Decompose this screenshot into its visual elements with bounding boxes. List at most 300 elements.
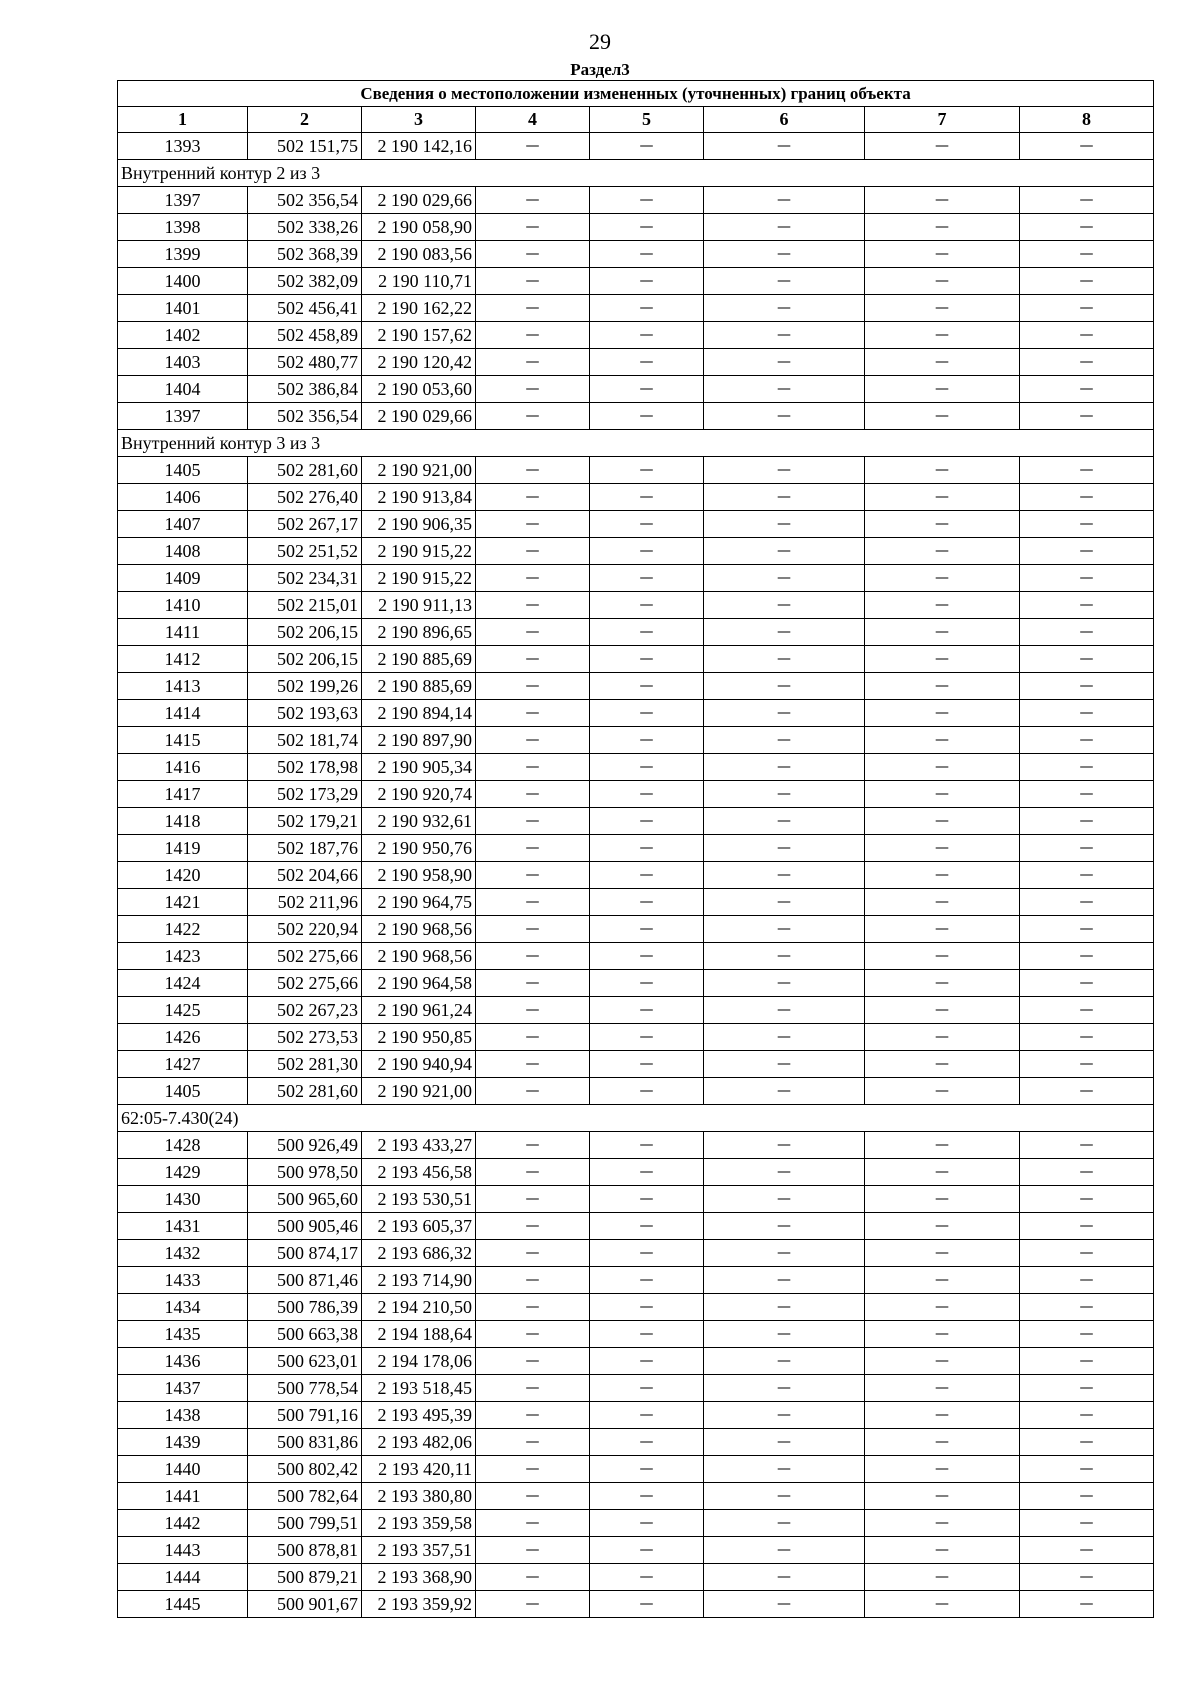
point-number-cell: 1401 bbox=[118, 295, 248, 322]
table-row bbox=[118, 1348, 1154, 1375]
coordinate-x-cell: 502 267,23 bbox=[248, 997, 362, 1024]
empty-value-dash: — bbox=[590, 1186, 704, 1213]
empty-value-dash: — bbox=[590, 997, 704, 1024]
coordinate-y-cell: 2 190 958,90 bbox=[362, 862, 476, 889]
coordinate-y-cell: 2 193 495,39 bbox=[362, 1402, 476, 1429]
empty-value-dash: — bbox=[1020, 862, 1154, 889]
empty-value-dash: — bbox=[1020, 187, 1154, 214]
coordinate-x-cell: 500 901,67 bbox=[248, 1591, 362, 1618]
empty-value-dash: — bbox=[1020, 1078, 1154, 1105]
column-number-2: 2 bbox=[248, 107, 362, 133]
empty-value-dash: — bbox=[1020, 781, 1154, 808]
empty-value-dash: — bbox=[865, 1564, 1020, 1591]
point-number-cell: 1428 bbox=[118, 1132, 248, 1159]
coordinate-y-cell: 2 194 210,50 bbox=[362, 1294, 476, 1321]
empty-value-dash: — bbox=[590, 457, 704, 484]
coordinate-x-cell: 502 267,17 bbox=[248, 511, 362, 538]
point-number-cell: 1442 bbox=[118, 1510, 248, 1537]
empty-value-dash: — bbox=[1020, 1591, 1154, 1618]
empty-value-dash: — bbox=[476, 187, 590, 214]
contour-header-row bbox=[118, 430, 1154, 457]
empty-value-dash: — bbox=[865, 1240, 1020, 1267]
point-number-cell: 1405 bbox=[118, 1078, 248, 1105]
point-number-cell: 1409 bbox=[118, 565, 248, 592]
coordinate-y-cell: 2 190 915,22 bbox=[362, 565, 476, 592]
coordinate-x-cell: 502 206,15 bbox=[248, 646, 362, 673]
empty-value-dash: — bbox=[1020, 457, 1154, 484]
empty-value-dash: — bbox=[476, 781, 590, 808]
empty-value-dash: — bbox=[590, 1591, 704, 1618]
empty-value-dash: — bbox=[476, 646, 590, 673]
empty-value-dash: — bbox=[1020, 241, 1154, 268]
empty-value-dash: — bbox=[704, 754, 865, 781]
empty-value-dash: — bbox=[865, 619, 1020, 646]
empty-value-dash: — bbox=[704, 808, 865, 835]
empty-value-dash: — bbox=[476, 673, 590, 700]
empty-value-dash: — bbox=[476, 808, 590, 835]
empty-value-dash: — bbox=[476, 1402, 590, 1429]
coordinate-y-cell: 2 193 518,45 bbox=[362, 1375, 476, 1402]
empty-value-dash: — bbox=[590, 781, 704, 808]
point-number-cell: 1435 bbox=[118, 1321, 248, 1348]
coordinates-table bbox=[117, 80, 1154, 1618]
table-row bbox=[118, 403, 1154, 430]
table-row bbox=[118, 1240, 1154, 1267]
coordinate-y-cell: 2 190 053,60 bbox=[362, 376, 476, 403]
empty-value-dash: — bbox=[590, 970, 704, 997]
empty-value-dash: — bbox=[476, 1051, 590, 1078]
coordinate-y-cell: 2 190 913,84 bbox=[362, 484, 476, 511]
point-number-cell: 1437 bbox=[118, 1375, 248, 1402]
empty-value-dash: — bbox=[476, 700, 590, 727]
table-row bbox=[118, 1591, 1154, 1618]
empty-value-dash: — bbox=[590, 565, 704, 592]
coordinate-x-cell: 500 791,16 bbox=[248, 1402, 362, 1429]
coordinate-x-cell: 500 926,49 bbox=[248, 1132, 362, 1159]
empty-value-dash: — bbox=[590, 349, 704, 376]
point-number-cell: 1444 bbox=[118, 1564, 248, 1591]
point-number-cell: 1403 bbox=[118, 349, 248, 376]
point-number-cell: 1436 bbox=[118, 1348, 248, 1375]
table-row bbox=[118, 970, 1154, 997]
empty-value-dash: — bbox=[476, 1591, 590, 1618]
empty-value-dash: — bbox=[476, 1240, 590, 1267]
coordinate-y-cell: 2 190 961,24 bbox=[362, 997, 476, 1024]
empty-value-dash: — bbox=[704, 889, 865, 916]
empty-value-dash: — bbox=[476, 943, 590, 970]
coordinate-y-cell: 2 190 920,74 bbox=[362, 781, 476, 808]
empty-value-dash: — bbox=[590, 1564, 704, 1591]
empty-value-dash: — bbox=[590, 484, 704, 511]
empty-value-dash: — bbox=[704, 727, 865, 754]
point-number-cell: 1424 bbox=[118, 970, 248, 997]
point-number-cell: 1438 bbox=[118, 1402, 248, 1429]
empty-value-dash: — bbox=[865, 1591, 1020, 1618]
page-number: 29 bbox=[589, 29, 611, 54]
column-number-5: 5 bbox=[590, 107, 704, 133]
empty-value-dash: — bbox=[865, 1321, 1020, 1348]
table-row bbox=[118, 1078, 1154, 1105]
point-number-cell: 1420 bbox=[118, 862, 248, 889]
empty-value-dash: — bbox=[590, 916, 704, 943]
coordinate-y-cell: 2 190 905,34 bbox=[362, 754, 476, 781]
coordinate-y-cell: 2 190 885,69 bbox=[362, 646, 476, 673]
empty-value-dash: — bbox=[704, 565, 865, 592]
table-row bbox=[118, 727, 1154, 754]
empty-value-dash: — bbox=[1020, 646, 1154, 673]
table-row bbox=[118, 1213, 1154, 1240]
empty-value-dash: — bbox=[476, 511, 590, 538]
empty-value-dash: — bbox=[704, 1456, 865, 1483]
empty-value-dash: — bbox=[865, 241, 1020, 268]
empty-value-dash: — bbox=[704, 133, 865, 160]
empty-value-dash: — bbox=[1020, 133, 1154, 160]
point-number-cell: 1397 bbox=[118, 187, 248, 214]
table-row bbox=[118, 1483, 1154, 1510]
coordinate-x-cell: 502 215,01 bbox=[248, 592, 362, 619]
point-number-cell: 1407 bbox=[118, 511, 248, 538]
empty-value-dash: — bbox=[1020, 1132, 1154, 1159]
point-number-cell: 1397 bbox=[118, 403, 248, 430]
table-row bbox=[118, 1564, 1154, 1591]
point-number-cell: 1426 bbox=[118, 1024, 248, 1051]
coordinate-x-cell: 500 663,38 bbox=[248, 1321, 362, 1348]
point-number-cell: 1421 bbox=[118, 889, 248, 916]
empty-value-dash: — bbox=[865, 295, 1020, 322]
empty-value-dash: — bbox=[704, 916, 865, 943]
empty-value-dash: — bbox=[704, 268, 865, 295]
point-number-cell: 1399 bbox=[118, 241, 248, 268]
empty-value-dash: — bbox=[590, 1321, 704, 1348]
empty-value-dash: — bbox=[704, 1348, 865, 1375]
empty-value-dash: — bbox=[865, 187, 1020, 214]
column-number-row bbox=[118, 107, 1154, 133]
table-row bbox=[118, 187, 1154, 214]
coordinate-x-cell: 500 905,46 bbox=[248, 1213, 362, 1240]
empty-value-dash: — bbox=[704, 484, 865, 511]
empty-value-dash: — bbox=[1020, 916, 1154, 943]
empty-value-dash: — bbox=[476, 1186, 590, 1213]
empty-value-dash: — bbox=[865, 1483, 1020, 1510]
column-number-1: 1 bbox=[118, 107, 248, 133]
empty-value-dash: — bbox=[590, 835, 704, 862]
coordinate-y-cell: 2 190 885,69 bbox=[362, 673, 476, 700]
point-number-cell: 1430 bbox=[118, 1186, 248, 1213]
table-row bbox=[118, 268, 1154, 295]
empty-value-dash: — bbox=[1020, 214, 1154, 241]
empty-value-dash: — bbox=[865, 457, 1020, 484]
empty-value-dash: — bbox=[1020, 1456, 1154, 1483]
table-row bbox=[118, 1159, 1154, 1186]
point-number-cell: 1441 bbox=[118, 1483, 248, 1510]
table-row bbox=[118, 1024, 1154, 1051]
empty-value-dash: — bbox=[1020, 1213, 1154, 1240]
empty-value-dash: — bbox=[704, 1240, 865, 1267]
empty-value-dash: — bbox=[865, 565, 1020, 592]
column-number-4: 4 bbox=[476, 107, 590, 133]
empty-value-dash: — bbox=[590, 619, 704, 646]
empty-value-dash: — bbox=[704, 1051, 865, 1078]
empty-value-dash: — bbox=[1020, 835, 1154, 862]
empty-value-dash: — bbox=[476, 727, 590, 754]
coordinate-x-cell: 502 281,60 bbox=[248, 457, 362, 484]
empty-value-dash: — bbox=[476, 349, 590, 376]
empty-value-dash: — bbox=[590, 268, 704, 295]
empty-value-dash: — bbox=[704, 187, 865, 214]
empty-value-dash: — bbox=[476, 592, 590, 619]
empty-value-dash: — bbox=[590, 538, 704, 565]
table-row bbox=[118, 1267, 1154, 1294]
empty-value-dash: — bbox=[1020, 511, 1154, 538]
empty-value-dash: — bbox=[1020, 1537, 1154, 1564]
table-row bbox=[118, 997, 1154, 1024]
empty-value-dash: — bbox=[704, 619, 865, 646]
point-number-cell: 1439 bbox=[118, 1429, 248, 1456]
empty-value-dash: — bbox=[476, 295, 590, 322]
empty-value-dash: — bbox=[1020, 1051, 1154, 1078]
empty-value-dash: — bbox=[1020, 808, 1154, 835]
empty-value-dash: — bbox=[476, 484, 590, 511]
empty-value-dash: — bbox=[704, 403, 865, 430]
empty-value-dash: — bbox=[865, 943, 1020, 970]
empty-value-dash: — bbox=[590, 889, 704, 916]
empty-value-dash: — bbox=[704, 1510, 865, 1537]
empty-value-dash: — bbox=[476, 457, 590, 484]
empty-value-dash: — bbox=[590, 862, 704, 889]
table-row bbox=[118, 133, 1154, 160]
contour-header-row bbox=[118, 1105, 1154, 1132]
empty-value-dash: — bbox=[476, 1483, 590, 1510]
coordinate-y-cell: 2 193 368,90 bbox=[362, 1564, 476, 1591]
empty-value-dash: — bbox=[476, 1078, 590, 1105]
empty-value-dash: — bbox=[1020, 403, 1154, 430]
empty-value-dash: — bbox=[865, 1213, 1020, 1240]
empty-value-dash: — bbox=[590, 646, 704, 673]
coordinate-x-cell: 500 878,81 bbox=[248, 1537, 362, 1564]
empty-value-dash: — bbox=[590, 727, 704, 754]
table-row bbox=[118, 781, 1154, 808]
coordinate-x-cell: 502 281,30 bbox=[248, 1051, 362, 1078]
empty-value-dash: — bbox=[704, 700, 865, 727]
empty-value-dash: — bbox=[865, 916, 1020, 943]
empty-value-dash: — bbox=[590, 1078, 704, 1105]
point-number-cell: 1440 bbox=[118, 1456, 248, 1483]
coordinate-x-cell: 500 799,51 bbox=[248, 1510, 362, 1537]
point-number-cell: 1445 bbox=[118, 1591, 248, 1618]
coordinate-y-cell: 2 190 968,56 bbox=[362, 916, 476, 943]
table-row bbox=[118, 538, 1154, 565]
empty-value-dash: — bbox=[1020, 1294, 1154, 1321]
empty-value-dash: — bbox=[865, 214, 1020, 241]
table-row bbox=[118, 700, 1154, 727]
empty-value-dash: — bbox=[476, 214, 590, 241]
coordinate-y-cell: 2 190 058,90 bbox=[362, 214, 476, 241]
empty-value-dash: — bbox=[865, 700, 1020, 727]
coordinate-x-cell: 502 199,26 bbox=[248, 673, 362, 700]
table-title-row bbox=[118, 81, 1154, 107]
empty-value-dash: — bbox=[1020, 727, 1154, 754]
empty-value-dash: — bbox=[476, 889, 590, 916]
empty-value-dash: — bbox=[865, 808, 1020, 835]
table-row bbox=[118, 619, 1154, 646]
column-number-7: 7 bbox=[865, 107, 1020, 133]
empty-value-dash: — bbox=[1020, 268, 1154, 295]
empty-value-dash: — bbox=[865, 1132, 1020, 1159]
table-row bbox=[118, 1510, 1154, 1537]
empty-value-dash: — bbox=[704, 457, 865, 484]
empty-value-dash: — bbox=[865, 484, 1020, 511]
empty-value-dash: — bbox=[476, 1348, 590, 1375]
empty-value-dash: — bbox=[704, 1132, 865, 1159]
empty-value-dash: — bbox=[865, 646, 1020, 673]
contour-label: Внутренний контур 3 из 3 bbox=[118, 430, 1154, 457]
empty-value-dash: — bbox=[865, 1429, 1020, 1456]
empty-value-dash: — bbox=[590, 322, 704, 349]
empty-value-dash: — bbox=[704, 1429, 865, 1456]
empty-value-dash: — bbox=[865, 349, 1020, 376]
point-number-cell: 1414 bbox=[118, 700, 248, 727]
table-row bbox=[118, 1429, 1154, 1456]
table-row bbox=[118, 916, 1154, 943]
empty-value-dash: — bbox=[1020, 1240, 1154, 1267]
coordinate-x-cell: 500 978,50 bbox=[248, 1159, 362, 1186]
empty-value-dash: — bbox=[865, 1159, 1020, 1186]
coordinate-y-cell: 2 193 359,58 bbox=[362, 1510, 476, 1537]
empty-value-dash: — bbox=[1020, 1321, 1154, 1348]
empty-value-dash: — bbox=[704, 1267, 865, 1294]
table-row bbox=[118, 1537, 1154, 1564]
coordinate-x-cell: 500 831,86 bbox=[248, 1429, 362, 1456]
coordinate-x-cell: 502 382,09 bbox=[248, 268, 362, 295]
coordinate-x-cell: 502 275,66 bbox=[248, 970, 362, 997]
empty-value-dash: — bbox=[704, 943, 865, 970]
point-number-cell: 1422 bbox=[118, 916, 248, 943]
coordinate-x-cell: 502 206,15 bbox=[248, 619, 362, 646]
empty-value-dash: — bbox=[476, 1321, 590, 1348]
empty-value-dash: — bbox=[1020, 1510, 1154, 1537]
coordinate-y-cell: 2 193 482,06 bbox=[362, 1429, 476, 1456]
empty-value-dash: — bbox=[865, 1348, 1020, 1375]
empty-value-dash: — bbox=[704, 592, 865, 619]
table-row bbox=[118, 754, 1154, 781]
empty-value-dash: — bbox=[704, 1186, 865, 1213]
coordinate-x-cell: 502 480,77 bbox=[248, 349, 362, 376]
empty-value-dash: — bbox=[590, 1051, 704, 1078]
empty-value-dash: — bbox=[590, 1483, 704, 1510]
table-row bbox=[118, 376, 1154, 403]
empty-value-dash: — bbox=[476, 835, 590, 862]
coordinate-x-cell: 502 356,54 bbox=[248, 403, 362, 430]
coordinate-x-cell: 502 220,94 bbox=[248, 916, 362, 943]
empty-value-dash: — bbox=[590, 700, 704, 727]
empty-value-dash: — bbox=[590, 1375, 704, 1402]
empty-value-dash: — bbox=[590, 754, 704, 781]
empty-value-dash: — bbox=[476, 1537, 590, 1564]
empty-value-dash: — bbox=[590, 1267, 704, 1294]
table-row bbox=[118, 1294, 1154, 1321]
empty-value-dash: — bbox=[590, 214, 704, 241]
empty-value-dash: — bbox=[704, 1375, 865, 1402]
column-number-3: 3 bbox=[362, 107, 476, 133]
empty-value-dash: — bbox=[865, 754, 1020, 781]
empty-value-dash: — bbox=[865, 511, 1020, 538]
coordinate-x-cell: 502 456,41 bbox=[248, 295, 362, 322]
empty-value-dash: — bbox=[865, 997, 1020, 1024]
empty-value-dash: — bbox=[865, 133, 1020, 160]
coordinate-y-cell: 2 190 894,14 bbox=[362, 700, 476, 727]
point-number-cell: 1402 bbox=[118, 322, 248, 349]
empty-value-dash: — bbox=[1020, 997, 1154, 1024]
empty-value-dash: — bbox=[476, 133, 590, 160]
empty-value-dash: — bbox=[590, 943, 704, 970]
table-row bbox=[118, 565, 1154, 592]
empty-value-dash: — bbox=[1020, 322, 1154, 349]
coordinate-x-cell: 500 782,64 bbox=[248, 1483, 362, 1510]
contour-label: Внутренний контур 2 из 3 bbox=[118, 160, 1154, 187]
empty-value-dash: — bbox=[590, 1429, 704, 1456]
coordinate-y-cell: 2 193 605,37 bbox=[362, 1213, 476, 1240]
coordinate-x-cell: 500 623,01 bbox=[248, 1348, 362, 1375]
column-number-8: 8 bbox=[1020, 107, 1154, 133]
coordinate-y-cell: 2 193 357,51 bbox=[362, 1537, 476, 1564]
point-number-cell: 1393 bbox=[118, 133, 248, 160]
empty-value-dash: — bbox=[590, 1240, 704, 1267]
empty-value-dash: — bbox=[590, 1294, 704, 1321]
coordinate-y-cell: 2 190 964,58 bbox=[362, 970, 476, 997]
empty-value-dash: — bbox=[476, 403, 590, 430]
empty-value-dash: — bbox=[704, 1024, 865, 1051]
coordinate-x-cell: 500 778,54 bbox=[248, 1375, 362, 1402]
empty-value-dash: — bbox=[1020, 376, 1154, 403]
empty-value-dash: — bbox=[476, 1510, 590, 1537]
empty-value-dash: — bbox=[865, 1537, 1020, 1564]
empty-value-dash: — bbox=[476, 538, 590, 565]
empty-value-dash: — bbox=[865, 1375, 1020, 1402]
empty-value-dash: — bbox=[476, 1132, 590, 1159]
table-row bbox=[118, 1321, 1154, 1348]
empty-value-dash: — bbox=[476, 1024, 590, 1051]
coordinate-x-cell: 502 179,21 bbox=[248, 808, 362, 835]
coordinate-y-cell: 2 190 940,94 bbox=[362, 1051, 476, 1078]
empty-value-dash: — bbox=[865, 1267, 1020, 1294]
empty-value-dash: — bbox=[865, 970, 1020, 997]
empty-value-dash: — bbox=[476, 862, 590, 889]
empty-value-dash: — bbox=[704, 241, 865, 268]
empty-value-dash: — bbox=[590, 1348, 704, 1375]
coordinate-y-cell: 2 194 178,06 bbox=[362, 1348, 476, 1375]
coordinate-y-cell: 2 190 157,62 bbox=[362, 322, 476, 349]
coordinate-x-cell: 502 187,76 bbox=[248, 835, 362, 862]
section-label: Раздел3 bbox=[570, 60, 630, 79]
empty-value-dash: — bbox=[590, 592, 704, 619]
coordinate-x-cell: 500 874,17 bbox=[248, 1240, 362, 1267]
coordinate-y-cell: 2 193 433,27 bbox=[362, 1132, 476, 1159]
coordinate-y-cell: 2 190 950,85 bbox=[362, 1024, 476, 1051]
coordinate-y-cell: 2 190 142,16 bbox=[362, 133, 476, 160]
empty-value-dash: — bbox=[1020, 565, 1154, 592]
empty-value-dash: — bbox=[865, 727, 1020, 754]
empty-value-dash: — bbox=[704, 511, 865, 538]
point-number-cell: 1405 bbox=[118, 457, 248, 484]
empty-value-dash: — bbox=[865, 1294, 1020, 1321]
empty-value-dash: — bbox=[1020, 1429, 1154, 1456]
empty-value-dash: — bbox=[476, 1294, 590, 1321]
coordinate-y-cell: 2 190 932,61 bbox=[362, 808, 476, 835]
empty-value-dash: — bbox=[476, 1267, 590, 1294]
coordinate-y-cell: 2 193 530,51 bbox=[362, 1186, 476, 1213]
table-row bbox=[118, 295, 1154, 322]
coordinate-x-cell: 502 273,53 bbox=[248, 1024, 362, 1051]
